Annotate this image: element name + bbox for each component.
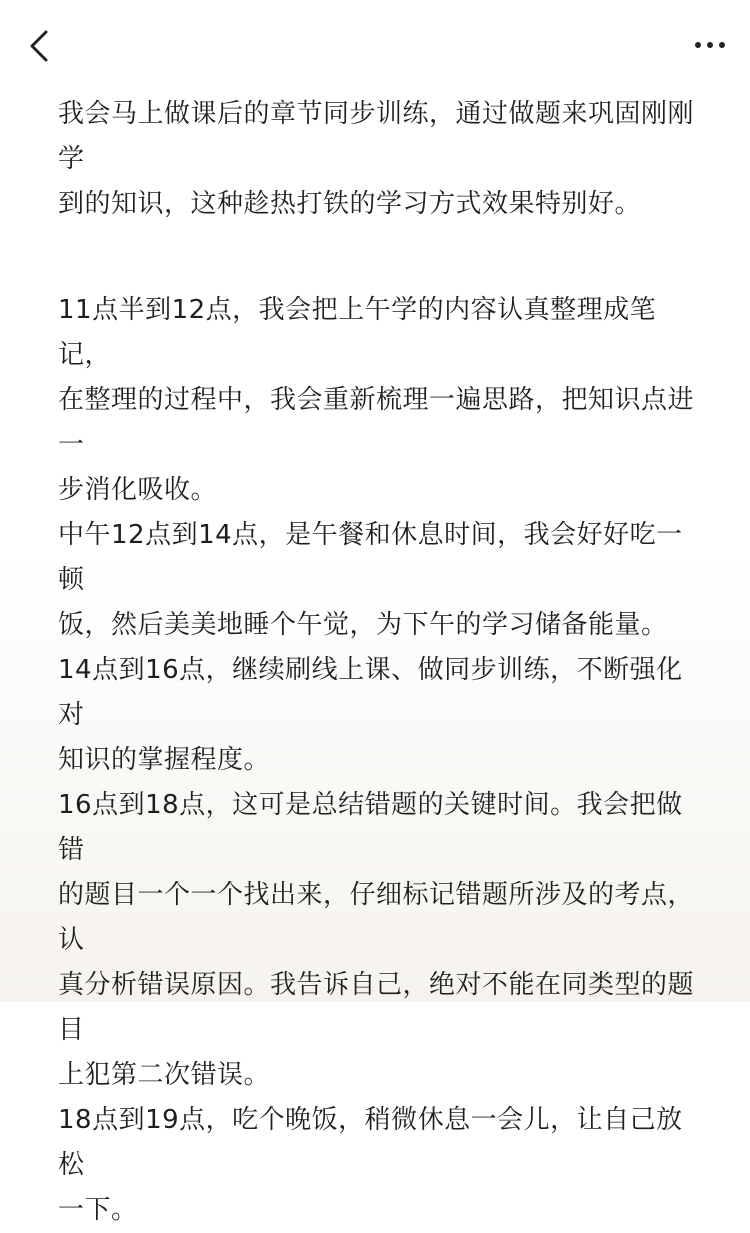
paragraph-gap xyxy=(58,227,698,288)
top-navigation-bar xyxy=(0,0,750,90)
more-options-button[interactable] xyxy=(690,34,730,56)
paragraph-study-1400-1600: 14点到16点，继续刷线上课、做同步训练，不断强化对 知识的掌握程度。 xyxy=(58,655,683,775)
back-button[interactable] xyxy=(22,24,62,68)
chevron-left-icon xyxy=(22,24,62,68)
paragraph-sync-training: 我会马上做课后的章节同步训练，通过做题来巩固刚刚学 到的知识，这种趁热打铁的学习方式效果特别好。 xyxy=(58,99,695,219)
paragraph-lunch-1200-1400: 中午12点到14点，是午餐和休息时间，我会好好吃一顿 饭，然后美美地睡个午觉，为下午的学习储备能量。 xyxy=(58,520,683,640)
article-body xyxy=(58,92,698,1233)
paragraph-dinner-1800-1900: 18点到19点，吃个晚饭，稍微休息一会儿，让自己放松 一下。 xyxy=(58,1105,683,1225)
paragraph-notes-1130-1200: 11点半到12点，我会把上午学的内容认真整理成笔记， 在整理的过程中，我会重新梳理一遍思路，把知识点进一 步消化吸收。 xyxy=(58,295,695,505)
more-horizontal-icon xyxy=(690,34,730,56)
paragraph-mistakes-1600-1800: 16点到18点，这可是总结错题的关键时间。我会把做错 的题目一个一个找出来，仔细标记错题所涉及的考点，认 真分析错误原因。我告诉自己，绝对不能在同类型的题目 上犯第二次错误。 xyxy=(58,790,695,1090)
